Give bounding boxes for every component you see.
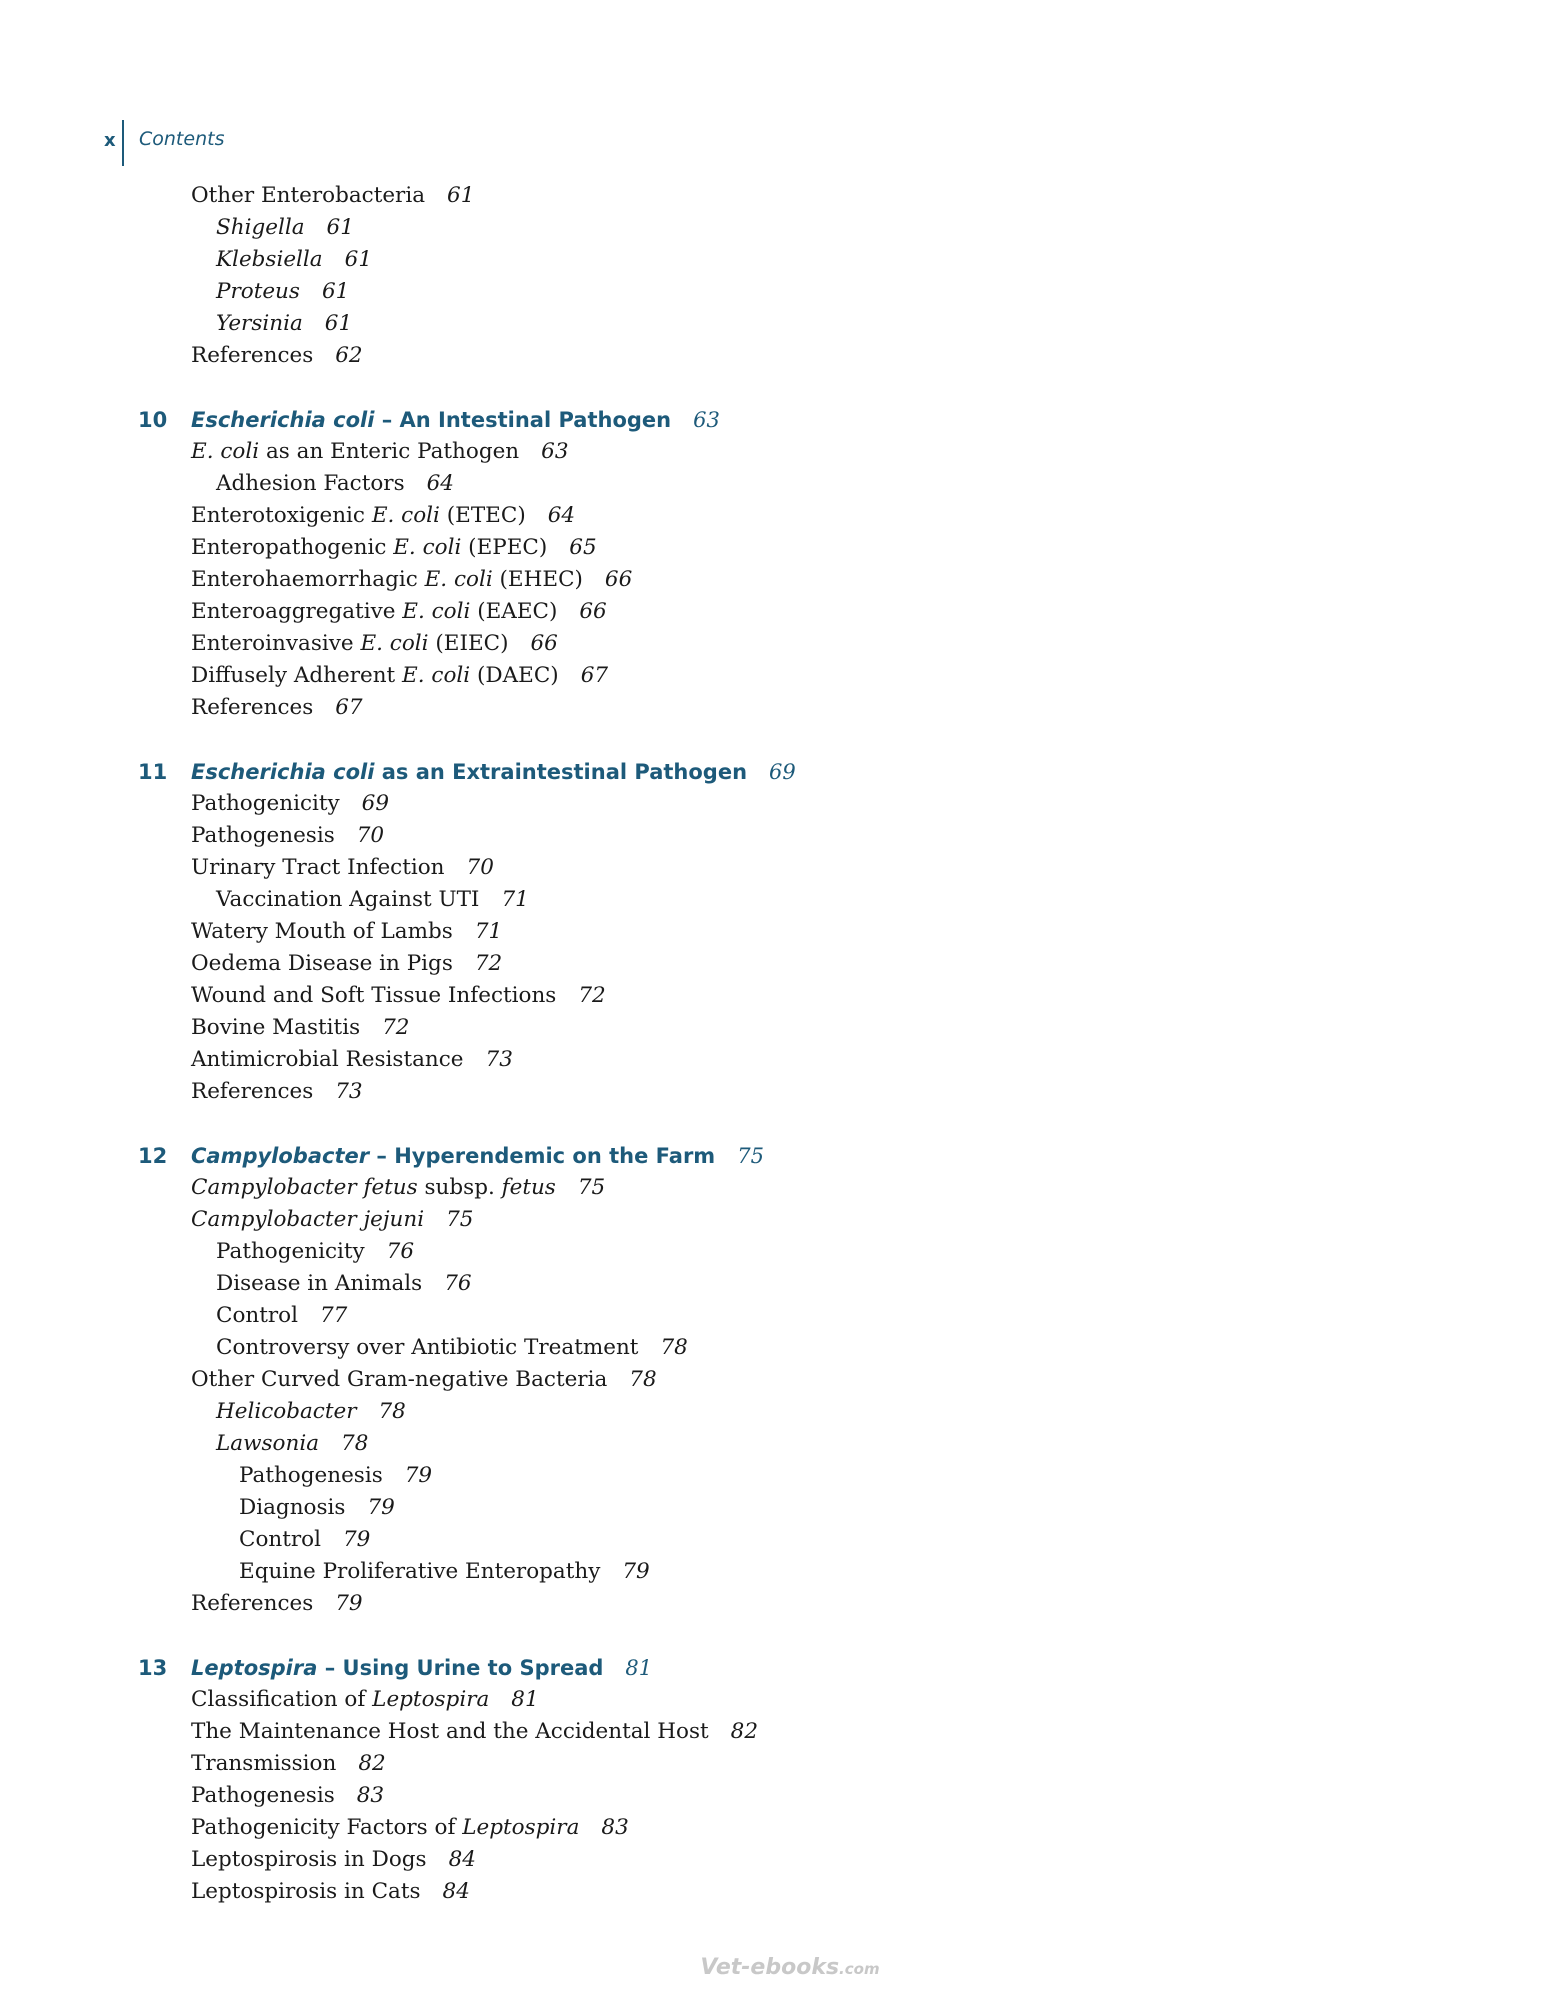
toc-entry[interactable]	[0, 1044, 1565, 1076]
entry-text-italic: Campylobacter fetus	[191, 1175, 418, 1200]
toc-entry[interactable]	[0, 692, 1565, 724]
toc-entry[interactable]	[0, 916, 1565, 948]
chapter-page-number: 69	[769, 760, 796, 784]
toc-entry[interactable]	[0, 1556, 1565, 1588]
entry-page-number: 61	[324, 311, 353, 336]
toc-entry[interactable]	[0, 884, 1565, 916]
toc-entry[interactable]	[0, 1364, 1565, 1396]
toc-entry[interactable]	[0, 500, 1565, 532]
entry-page-number: 66	[604, 567, 633, 592]
entry-page-number: 78	[378, 1399, 406, 1424]
entry-page-number: 72	[382, 1015, 410, 1040]
chapter-title-italic: Escherichia coli	[191, 760, 375, 784]
entry-page-number: 79	[367, 1495, 395, 1520]
toc-entry[interactable]	[0, 1844, 1565, 1876]
entry-text: Watery Mouth of Lambs	[191, 919, 453, 944]
entry-page-number: 79	[342, 1527, 371, 1552]
entry-text: Transmission	[191, 1751, 337, 1776]
entry-text: Control	[216, 1303, 298, 1328]
toc-entry[interactable]	[0, 1588, 1565, 1620]
entry-text-italic: Leptospira	[372, 1687, 490, 1712]
entry-text: Enteroinvasive	[191, 631, 361, 656]
entry-text: References	[191, 343, 314, 368]
entry-page-number: 61	[344, 247, 372, 272]
entry-page-number: 61	[321, 279, 350, 304]
toc-entry[interactable]	[0, 1716, 1565, 1748]
entry-page-number: 76	[386, 1239, 415, 1264]
entry-page-number: 61	[447, 183, 475, 208]
entry-text: as an Enteric Pathogen	[259, 439, 520, 464]
entry-text-italic: Campylobacter jejuni	[191, 1207, 425, 1232]
chapter-number: 13	[138, 1656, 168, 1680]
chapter-title: – Using Urine to Spread	[317, 1656, 604, 1680]
entry-page-number: 84	[448, 1847, 476, 1872]
entry-text: Enteroaggregative	[191, 599, 403, 624]
entry-page-number: 66	[579, 599, 607, 624]
entry-page-number: 66	[530, 631, 558, 656]
entry-text-italic: E. coli	[393, 535, 462, 560]
entry-text: References	[191, 1591, 314, 1616]
entry-page-number: 62	[335, 343, 363, 368]
entry-page-number: 64	[426, 471, 454, 496]
toc-entry[interactable]	[0, 1780, 1565, 1812]
chapter-page-number: 63	[693, 408, 720, 432]
entry-text: Other Enterobacteria	[191, 183, 426, 208]
toc-entry[interactable]	[0, 244, 1565, 276]
chapter-title-italic: Campylobacter	[191, 1144, 370, 1168]
entry-text: Leptospirosis in Cats	[191, 1879, 421, 1904]
toc-entry[interactable]	[0, 1268, 1565, 1300]
entry-text: Bovine Mastitis	[191, 1015, 361, 1040]
chapter-page-number: 75	[737, 1144, 764, 1168]
toc-entry[interactable]	[0, 1012, 1565, 1044]
watermark-logo	[700, 1955, 880, 1980]
entry-page-number: 75	[446, 1207, 474, 1232]
entry-page-number: 79	[622, 1559, 650, 1584]
toc-entry[interactable]	[0, 660, 1565, 692]
entry-text: Pathogenicity Factors of	[191, 1815, 463, 1840]
chapter-title: – Hyperendemic on the Farm	[369, 1144, 716, 1168]
entry-text: Enterohaemorrhagic	[191, 567, 425, 592]
toc-entry[interactable]	[0, 436, 1565, 468]
entry-text: The Maintenance Host and the Accidental Host	[191, 1719, 709, 1744]
toc-entry[interactable]	[0, 852, 1565, 884]
entry-text: Adhesion Factors	[216, 471, 405, 496]
entry-page-number: 83	[356, 1783, 385, 1808]
toc-entry[interactable]	[0, 308, 1565, 340]
toc-entry[interactable]	[0, 1172, 1565, 1204]
entry-text: Other Curved Gram-negative Bacteria	[191, 1367, 608, 1392]
entry-text: Wound and Soft Tissue Infections	[191, 983, 557, 1008]
entry-page-number: 69	[361, 791, 390, 816]
entry-text-italic: E. coli	[371, 503, 440, 528]
entry-text-italic: Lawsonia	[216, 1431, 320, 1456]
toc-entry[interactable]	[0, 1524, 1565, 1556]
chapter-number: 11	[138, 760, 168, 784]
entry-text: Urinary Tract Infection	[191, 855, 445, 880]
entry-text: Equine Proliferative Enteropathy	[239, 1559, 601, 1584]
entry-text: Controversy over Antibiotic Treatment	[216, 1335, 639, 1360]
entry-text-italic: Shigella	[216, 215, 305, 240]
entry-page-number: 71	[501, 887, 529, 912]
entry-text-italic: Proteus	[216, 279, 300, 304]
entry-text: (EHEC)	[492, 567, 583, 592]
chapter-heading[interactable]	[0, 1652, 1565, 1684]
entry-text: (EPEC)	[461, 535, 548, 560]
chapter-title: – An Intestinal Pathogen	[374, 408, 672, 432]
toc-entry[interactable]	[0, 1460, 1565, 1492]
chapter-title-italic: Leptospira	[191, 1656, 318, 1680]
entry-page-number: 65	[569, 535, 597, 560]
entry-page-number: 82	[730, 1719, 758, 1744]
entry-text-italic: Yersinia	[216, 311, 303, 336]
entry-page-number: 82	[358, 1751, 386, 1776]
chapter-heading[interactable]	[0, 404, 1565, 436]
entry-text-italic: fetus	[501, 1175, 556, 1200]
entry-text: (EIEC)	[428, 631, 509, 656]
chapter-number: 10	[138, 408, 168, 432]
entry-text-italic: E. coli	[402, 599, 471, 624]
toc-entry[interactable]	[0, 820, 1565, 852]
entry-page-number: 72	[474, 951, 503, 976]
entry-text: Leptospirosis in Dogs	[191, 1847, 427, 1872]
entry-text: Pathogenesis	[191, 1783, 335, 1808]
toc-entry[interactable]	[0, 980, 1565, 1012]
toc-entry[interactable]	[0, 1428, 1565, 1460]
toc-entry[interactable]	[0, 468, 1565, 500]
toc-entry[interactable]	[0, 1876, 1565, 1908]
entry-text: (DAEC)	[470, 663, 559, 688]
chapter-heading[interactable]	[0, 756, 1565, 788]
entry-page-number: 78	[660, 1335, 688, 1360]
entry-page-number: 63	[541, 439, 569, 464]
entry-page-number: 75	[577, 1175, 606, 1200]
entry-text: Oedema Disease in Pigs	[191, 951, 453, 976]
entry-text: Pathogenicity	[216, 1239, 365, 1264]
entry-page-number: 67	[580, 663, 609, 688]
toc-entry[interactable]	[0, 1748, 1565, 1780]
toc-entry[interactable]	[0, 1204, 1565, 1236]
watermark-text: Vet-ebooks	[700, 1955, 840, 1980]
page-number: x	[104, 130, 116, 151]
entry-page-number: 70	[466, 855, 494, 880]
chapter-title-italic: Escherichia coli	[191, 408, 375, 432]
entry-page-number: 78	[341, 1431, 369, 1456]
table-of-contents	[0, 180, 1565, 1908]
chapter-number: 12	[138, 1144, 168, 1168]
toc-entry[interactable]	[0, 1396, 1565, 1428]
entry-page-number: 73	[335, 1079, 363, 1104]
chapter-heading[interactable]	[0, 1140, 1565, 1172]
entry-text-italic: E. coli	[424, 567, 493, 592]
chapter-page-number: 81	[625, 1656, 653, 1680]
entry-page-number: 61	[326, 215, 354, 240]
entry-text: Classification of	[191, 1687, 373, 1712]
entry-text: (ETEC)	[439, 503, 526, 528]
entry-text-italic: Helicobacter	[216, 1399, 357, 1424]
entry-text: Pathogenesis	[191, 823, 335, 848]
entry-text-italic: E. coli	[191, 439, 260, 464]
entry-text: Enteropathogenic	[191, 535, 394, 560]
toc-entry[interactable]	[0, 1684, 1565, 1716]
entry-text-italic: Leptospira	[462, 1815, 580, 1840]
entry-text-italic: E. coli	[402, 663, 471, 688]
toc-entry[interactable]	[0, 628, 1565, 660]
toc-entry[interactable]	[0, 1332, 1565, 1364]
entry-text: Antimicrobial Resistance	[191, 1047, 464, 1072]
toc-entry[interactable]	[0, 1236, 1565, 1268]
entry-page-number: 73	[485, 1047, 513, 1072]
chapter-title: as an Extraintestinal Pathogen	[374, 760, 748, 784]
entry-page-number: 72	[578, 983, 606, 1008]
toc-entry[interactable]	[0, 1300, 1565, 1332]
entry-text: Pathogenesis	[239, 1463, 383, 1488]
entry-page-number: 79	[335, 1591, 363, 1616]
entry-text: References	[191, 1079, 314, 1104]
entry-text: Enterotoxigenic	[191, 503, 372, 528]
entry-text: (EAEC)	[470, 599, 558, 624]
toc-entry[interactable]	[0, 276, 1565, 308]
toc-entry[interactable]	[0, 340, 1565, 372]
toc-entry[interactable]	[0, 1076, 1565, 1108]
entry-text: References	[191, 695, 314, 720]
entry-page-number: 83	[601, 1815, 629, 1840]
running-title: Contents	[139, 128, 225, 150]
entry-text: Diffusely Adherent	[191, 663, 403, 688]
entry-text-italic: E. coli	[360, 631, 429, 656]
toc-entry[interactable]	[0, 564, 1565, 596]
entry-page-number: 77	[319, 1303, 348, 1328]
toc-entry[interactable]	[0, 180, 1565, 212]
entry-text: Control	[239, 1527, 321, 1552]
entry-page-number: 70	[356, 823, 385, 848]
entry-page-number: 79	[404, 1463, 433, 1488]
entry-page-number: 78	[629, 1367, 657, 1392]
entry-page-number: 81	[511, 1687, 539, 1712]
entry-page-number: 84	[442, 1879, 470, 1904]
entry-text: Vaccination Against UTI	[216, 887, 480, 912]
toc-entry[interactable]	[0, 596, 1565, 628]
entry-page-number: 67	[335, 695, 363, 720]
toc-entry[interactable]	[0, 948, 1565, 980]
toc-entry[interactable]	[0, 212, 1565, 244]
watermark-suffix: .com	[839, 1960, 880, 1978]
entry-text: Pathogenicity	[191, 791, 340, 816]
entry-text-italic: Klebsiella	[216, 247, 323, 272]
entry-page-number: 76	[444, 1271, 472, 1296]
entry-page-number: 64	[547, 503, 576, 528]
entry-text: subsp.	[417, 1175, 502, 1200]
header-divider	[122, 120, 124, 166]
toc-entry[interactable]	[0, 532, 1565, 564]
entry-page-number: 71	[474, 919, 503, 944]
entry-text: Diagnosis	[239, 1495, 346, 1520]
toc-entry[interactable]	[0, 788, 1565, 820]
entry-text: Disease in Animals	[216, 1271, 423, 1296]
toc-entry[interactable]	[0, 1812, 1565, 1844]
toc-entry[interactable]	[0, 1492, 1565, 1524]
